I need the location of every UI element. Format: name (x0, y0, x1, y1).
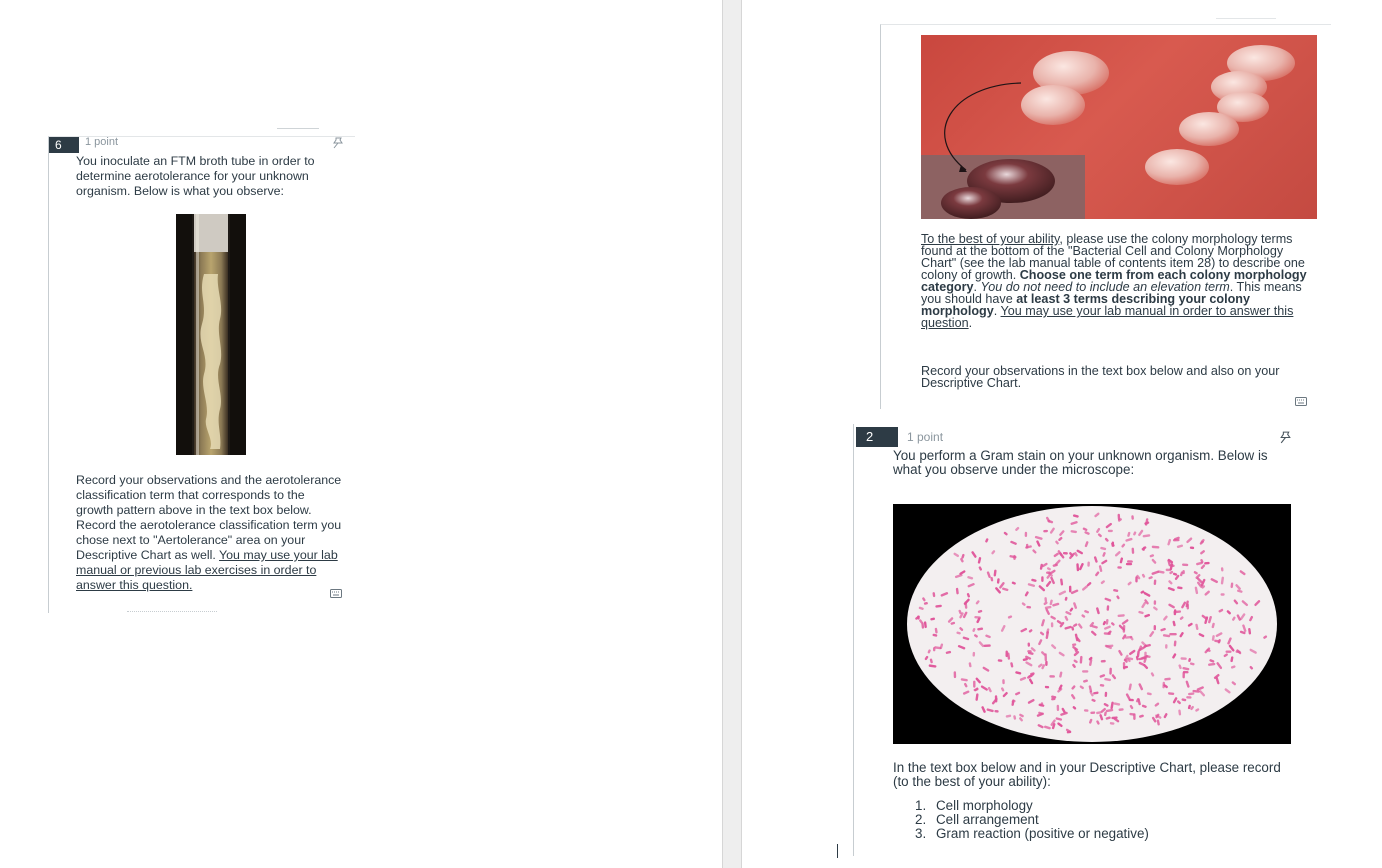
stained-bacterium (1108, 530, 1113, 532)
stained-bacterium (1117, 566, 1122, 568)
right-document-page (742, 0, 1382, 868)
stained-bacterium (1204, 562, 1210, 565)
card-tab-line (1216, 18, 1276, 19)
stained-bacterium (1109, 668, 1112, 675)
stained-bacterium (1127, 560, 1133, 563)
stained-bacterium (1045, 661, 1048, 666)
question-1-card (880, 24, 1331, 409)
question-instructions (921, 233, 1317, 329)
best-ability-link[interactable]: To the best of your ability (921, 232, 1060, 246)
pin-icon[interactable] (1278, 430, 1293, 445)
stained-bacterium (1044, 653, 1047, 661)
pin-icon[interactable] (331, 136, 345, 150)
text-cursor (837, 844, 838, 858)
stained-bacterium (1131, 548, 1134, 554)
stained-bacterium (1123, 625, 1126, 633)
stained-bacterium (1165, 644, 1168, 649)
record-instructions: In the text box below and in your Descriptive Chart, please record (to the best of your ability): (893, 760, 1281, 789)
stained-bacterium (1013, 555, 1015, 560)
question-2-card (853, 424, 1296, 856)
stained-bacterium (1105, 692, 1108, 697)
stained-bacterium (1027, 650, 1032, 652)
question-prompt: You inoculate an FTM broth tube in order to determine aerotolerance for your unknown organism. Below is what you observe: (76, 154, 315, 198)
stained-bacterium (1101, 660, 1106, 663)
instructions-text: , please use the colony morphology terms found at the bottom of the "Bacterial Cell and Colony Morphology Chart" (see the lab manual table of contents item 28) to describe one colony of growth. (921, 232, 1305, 282)
ftm-broth-tube-image (176, 214, 246, 455)
stained-bacterium (1051, 622, 1054, 627)
list-number: 3. (915, 826, 927, 841)
stained-bacterium (1025, 532, 1027, 537)
list-item (893, 813, 1291, 827)
stained-bacterium (1170, 564, 1175, 567)
colony-growth-image (921, 35, 1317, 219)
stained-bacterium (1182, 672, 1185, 679)
keyboard-icon[interactable] (1293, 397, 1309, 406)
instructions-text: . This means you should have (921, 280, 1302, 306)
stained-bacterium (954, 671, 957, 678)
list-item-label: Gram reaction (positive or negative) (936, 826, 1149, 841)
stained-bacterium (973, 681, 975, 688)
instructions-text: . (973, 280, 981, 294)
stained-bacterium (1154, 625, 1156, 630)
record-list (893, 799, 1291, 841)
stained-bacterium (1169, 633, 1177, 635)
stained-bacterium (1063, 552, 1068, 555)
list-number: 2. (915, 812, 927, 827)
list-item-label: Cell arrangement (936, 812, 1039, 827)
stained-bacterium (1043, 530, 1048, 533)
question-points: 1 point (85, 136, 119, 148)
stained-bacterium (1235, 650, 1240, 653)
lab-manual-link[interactable]: You may use your lab manual or previous lab exercises in order to answer this question. (76, 548, 338, 592)
stained-bacterium (1049, 675, 1055, 677)
stained-bacterium (1226, 651, 1232, 653)
instructions-bold: Choose one term from each colony morphology category (921, 268, 1307, 294)
stained-bacterium (1182, 570, 1184, 574)
keyboard-icon[interactable] (330, 589, 342, 598)
stained-bacterium (1041, 576, 1043, 582)
stained-bacterium (1123, 662, 1126, 670)
stained-bacterium (1026, 544, 1029, 549)
stained-bacterium (1166, 569, 1172, 571)
question-number-badge: 6 (49, 137, 79, 153)
stained-bacterium (1221, 593, 1225, 595)
instructions-bold: at least 3 terms describing your colony morphology (921, 292, 1250, 318)
stained-bacterium (1173, 539, 1180, 542)
question-number-badge: 2 (856, 427, 898, 447)
stained-bacterium (1090, 711, 1095, 714)
list-item-label: Cell morphology (936, 798, 1033, 813)
page-divider (722, 0, 742, 868)
card-tab-line (277, 128, 319, 129)
stained-bacterium (983, 644, 990, 647)
gram-stain-microscope-image (893, 504, 1291, 744)
stained-bacterium (1057, 705, 1060, 711)
list-item (893, 827, 1291, 841)
stained-bacterium (1002, 679, 1005, 684)
stained-bacterium (1126, 563, 1132, 565)
stained-bacterium (1082, 670, 1088, 672)
stained-bacterium (1186, 696, 1192, 699)
stained-bacterium (972, 652, 975, 657)
stained-bacterium (1182, 563, 1188, 566)
stained-bacterium (1005, 650, 1008, 657)
instructions-text: . (993, 304, 1001, 318)
stained-bacterium (1027, 642, 1030, 646)
question-points: 1 point (907, 430, 944, 444)
question-instructions (76, 473, 344, 593)
list-item (893, 799, 1291, 813)
stained-bacterium (1190, 546, 1195, 549)
stained-bacterium (1154, 600, 1157, 605)
record-instructions: Record your observations in the text box below and also on your Descriptive Chart. (921, 364, 1280, 390)
question-prompt: You perform a Gram stain on your unknown organism. Below is what you observe under the microscope: (893, 448, 1268, 477)
stained-bacterium (1069, 586, 1072, 593)
stained-bacterium (1180, 657, 1186, 660)
instructions-text: Record your observations and the aerotolerance classification term that corresponds to the growth pattern above in the text box below. Record the aerotolerance classification term you chose next to "Aertolerance" area on your Descriptive Chart as well. (76, 473, 342, 562)
stained-bacterium (1087, 561, 1090, 566)
stained-bacterium (1111, 541, 1114, 547)
question-6-card (48, 136, 355, 613)
instructions-italic: You do not need to include an elevation term (980, 280, 1230, 294)
card-footer-line (127, 611, 217, 613)
instructions-text: . (968, 316, 973, 330)
lab-manual-link[interactable]: You may use your lab manual in order to answer this question (921, 304, 1294, 330)
list-number: 1. (915, 798, 927, 813)
